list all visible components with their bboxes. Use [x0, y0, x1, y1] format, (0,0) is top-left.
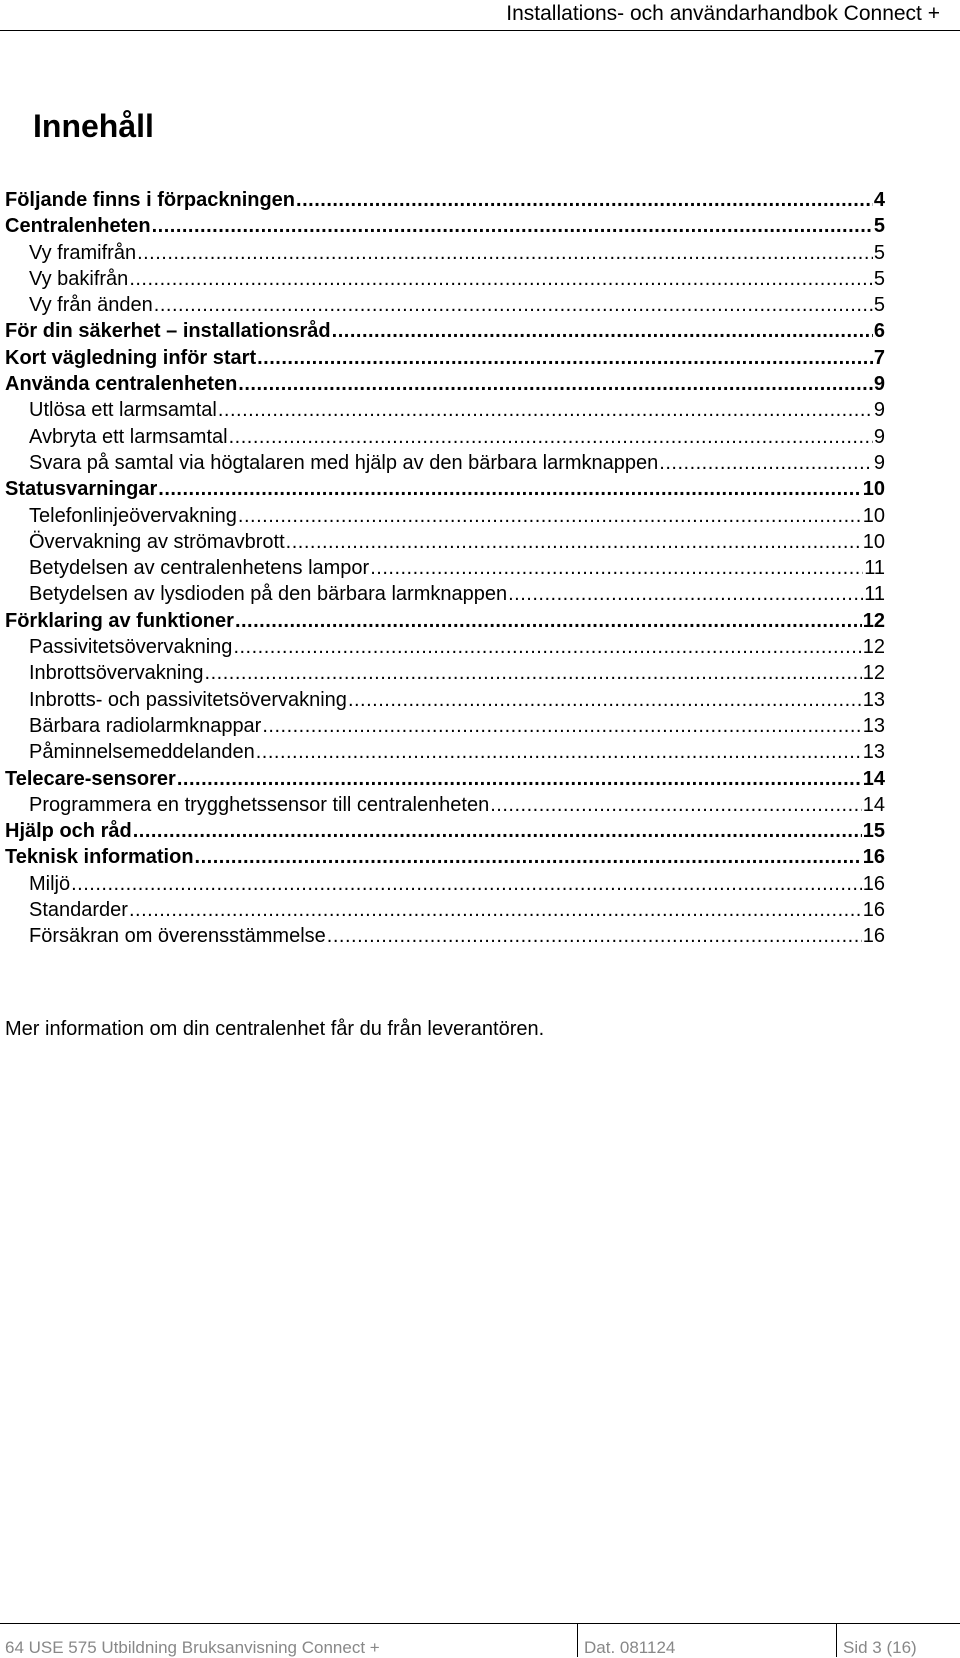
footer-document-id: 64 USE 575 Utbildning Bruksanvisning Connect +	[5, 1638, 380, 1657]
page-footer	[0, 1623, 960, 1657]
toc-leader-dots	[235, 608, 862, 634]
toc-entry-page: 6	[873, 320, 885, 343]
toc-entry[interactable]	[5, 739, 885, 765]
toc-entry-title: Påminnelsemeddelanden	[29, 741, 255, 764]
toc-entry-title: Telefonlinjeövervakning	[29, 504, 237, 527]
toc-entry-title: Inbrottsövervakning	[29, 662, 204, 685]
toc-entry[interactable]	[5, 240, 885, 266]
toc-entry[interactable]	[5, 529, 885, 555]
toc-leader-dots	[158, 476, 861, 502]
toc-entry-page: 5	[873, 267, 885, 290]
toc-leader-dots	[129, 897, 862, 923]
toc-entry-title: Följande finns i förpackningen	[5, 189, 296, 211]
toc-entry[interactable]	[5, 871, 885, 897]
table-of-contents	[5, 187, 885, 950]
toc-entry[interactable]	[5, 371, 885, 397]
toc-entry-page: 4	[873, 189, 885, 211]
toc-entry-title: Centralenheten	[5, 215, 151, 238]
toc-entry-title: Hjälp och råd	[5, 820, 132, 843]
toc-entry-title: Avbryta ett larmsamtal	[29, 425, 228, 448]
toc-leader-dots	[238, 371, 873, 397]
toc-entry[interactable]	[5, 292, 885, 318]
toc-entry-title: Förklaring av funktioner	[5, 609, 234, 632]
toc-entry[interactable]	[5, 923, 885, 949]
toc-entry-title: Statusvarningar	[5, 478, 158, 501]
toc-leader-dots	[332, 318, 873, 344]
toc-entry[interactable]	[5, 766, 885, 792]
toc-entry-page: 10	[862, 504, 885, 527]
footer-divider	[577, 1624, 578, 1657]
toc-entry-title: Standarder	[29, 899, 128, 922]
toc-entry[interactable]	[5, 345, 885, 371]
toc-entry[interactable]	[5, 792, 885, 818]
toc-entry-page: 11	[864, 557, 885, 580]
toc-entry-title: Vy bakifrån	[29, 267, 129, 290]
toc-entry-title: Teknisk information	[5, 846, 194, 869]
footer-date: Dat. 081124	[584, 1638, 676, 1657]
toc-entry[interactable]	[5, 187, 885, 213]
toc-entry-page: 13	[862, 741, 885, 764]
toc-entry[interactable]	[5, 318, 885, 344]
toc-entry[interactable]	[5, 450, 885, 476]
toc-leader-dots	[508, 581, 863, 607]
toc-leader-dots	[370, 555, 863, 581]
toc-leader-dots	[152, 213, 873, 239]
toc-entry-title: Betydelsen av lysdioden på den bärbara larmknappen	[29, 583, 508, 606]
toc-leader-dots	[490, 792, 862, 818]
toc-entry[interactable]	[5, 581, 885, 607]
toc-entry[interactable]	[5, 660, 885, 686]
toc-entry[interactable]	[5, 476, 885, 502]
toc-entry-page: 9	[873, 399, 885, 422]
toc-leader-dots	[137, 240, 873, 266]
page-header	[0, 0, 960, 31]
toc-entry[interactable]	[5, 397, 885, 423]
toc-entry-page: 10	[862, 530, 885, 553]
toc-entry-title: Betydelsen av centralenhetens lampor	[29, 557, 370, 580]
toc-entry[interactable]	[5, 818, 885, 844]
toc-leader-dots	[205, 660, 862, 686]
toc-entry-page: 13	[862, 688, 885, 711]
toc-entry-page: 16	[862, 872, 885, 895]
toc-leader-dots	[256, 739, 862, 765]
info-text: Mer information om din centralenhet får du från leverantören.	[5, 1018, 545, 1040]
toc-entry-title: Telecare-sensorer	[5, 767, 176, 790]
toc-entry-page: 15	[862, 820, 885, 843]
toc-leader-dots	[286, 529, 862, 555]
toc-entry-page: 9	[873, 451, 885, 474]
toc-leader-dots	[229, 424, 873, 450]
footer-divider	[836, 1624, 837, 1657]
toc-entry-page: 10	[862, 478, 885, 501]
toc-entry-page: 5	[873, 294, 885, 317]
toc-leader-dots	[238, 503, 862, 529]
toc-entry-page: 11	[864, 583, 885, 606]
toc-entry-title: Utlösa ett larmsamtal	[29, 399, 217, 422]
toc-entry-page: 12	[862, 662, 885, 685]
toc-leader-dots	[133, 818, 862, 844]
toc-entry[interactable]	[5, 634, 885, 660]
toc-leader-dots	[177, 766, 862, 792]
toc-entry[interactable]	[5, 555, 885, 581]
toc-entry-page: 9	[873, 425, 885, 448]
toc-leader-dots	[327, 923, 862, 949]
toc-entry-title: För din säkerhet – installationsråd	[5, 320, 331, 343]
toc-entry-page: 12	[862, 609, 885, 632]
toc-entry-title: Vy från änden	[29, 294, 153, 317]
toc-entry[interactable]	[5, 897, 885, 923]
toc-entry[interactable]	[5, 266, 885, 292]
toc-entry-page: 16	[862, 846, 885, 869]
toc-entry-page: 13	[862, 714, 885, 737]
toc-entry[interactable]	[5, 503, 885, 529]
toc-entry-page: 12	[862, 636, 885, 659]
toc-leader-dots	[348, 687, 862, 713]
toc-entry-title: Programmera en trygghetssensor till centralenheten	[29, 793, 490, 816]
toc-entry-title: Passivitetsövervakning	[29, 636, 233, 659]
toc-leader-dots	[296, 187, 873, 213]
toc-leader-dots	[262, 713, 861, 739]
toc-leader-dots	[233, 634, 861, 660]
toc-entry-page: 14	[862, 767, 885, 790]
toc-entry[interactable]	[5, 687, 885, 713]
toc-leader-dots	[154, 292, 873, 318]
toc-entry-page: 9	[873, 373, 885, 396]
toc-entry-title: Övervakning av strömavbrott	[29, 530, 285, 553]
toc-leader-dots	[71, 871, 862, 897]
toc-leader-dots	[129, 266, 873, 292]
toc-entry[interactable]	[5, 424, 885, 450]
toc-entry-page: 16	[862, 925, 885, 948]
toc-entry-title: Kort vägledning inför start	[5, 346, 257, 369]
toc-leader-dots	[195, 844, 862, 870]
toc-entry-title: Inbrotts- och passivitetsövervakning	[29, 688, 347, 711]
toc-entry-title: Använda centralenheten	[5, 373, 238, 396]
toc-leader-dots	[659, 450, 873, 476]
toc-entry-title: Miljö	[29, 872, 71, 895]
toc-entry-page: 5	[873, 241, 885, 264]
toc-entry-page: 5	[873, 215, 885, 238]
toc-entry-title: Bärbara radiolarmknappar	[29, 714, 262, 737]
page-title: Innehåll	[33, 108, 154, 144]
toc-entry[interactable]	[5, 844, 885, 870]
toc-entry-title: Vy framifrån	[29, 241, 137, 264]
toc-entry-title: Svara på samtal via högtalaren med hjälp av den bärbara larmknappen	[29, 451, 659, 474]
toc-leader-dots	[257, 345, 873, 371]
toc-entry-title: Försäkran om överensstämmelse	[29, 925, 326, 948]
toc-leader-dots	[218, 397, 873, 423]
toc-entry-page: 7	[873, 346, 885, 369]
toc-entry-page: 16	[862, 899, 885, 922]
toc-entry[interactable]	[5, 608, 885, 634]
header-title: Installations- och användarhandbok Connect +	[506, 2, 940, 25]
toc-entry-page: 14	[862, 793, 885, 816]
footer-page-number: Sid 3 (16)	[843, 1638, 917, 1657]
toc-entry[interactable]	[5, 213, 885, 239]
toc-entry[interactable]	[5, 713, 885, 739]
